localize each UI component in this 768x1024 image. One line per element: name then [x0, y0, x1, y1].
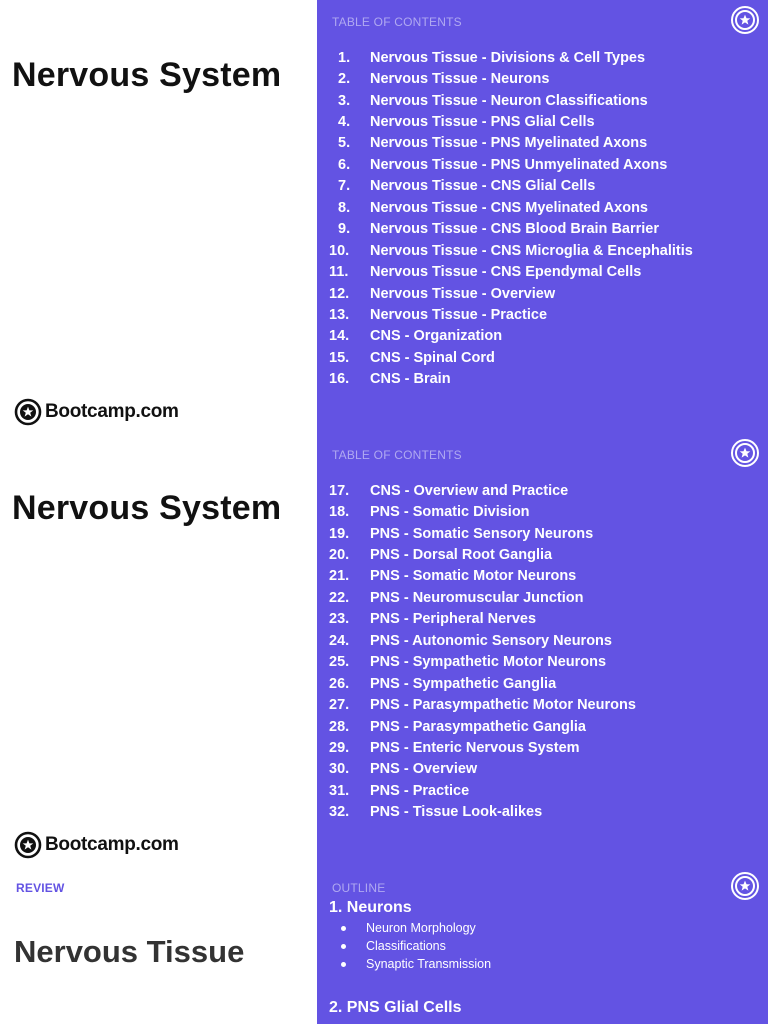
toc-header: TABLE OF CONTENTS [332, 15, 462, 29]
toc-item-label: CNS - Overview and Practice [370, 482, 569, 499]
toc-item-number: 31. [329, 782, 350, 799]
toc-item-number: 15. [329, 349, 350, 366]
toc-item[interactable] [329, 780, 759, 801]
star-badge-icon[interactable] [730, 871, 760, 901]
toc-item[interactable] [329, 154, 759, 175]
toc-item-number: 10. [329, 242, 350, 259]
toc-item[interactable] [329, 716, 759, 737]
toc-item-number: 19. [329, 525, 350, 542]
outline-subitem [341, 919, 491, 937]
toc-item-number: 2. [338, 71, 351, 88]
toc-item[interactable] [329, 759, 759, 780]
toc-list [329, 47, 759, 390]
toc-item[interactable] [329, 47, 759, 68]
outline-heading: 1. Neurons [329, 899, 412, 916]
toc-item[interactable] [329, 673, 759, 694]
bootcamp-logo [14, 398, 179, 426]
toc-item-number: 32. [329, 804, 350, 821]
bullet-icon [341, 926, 346, 931]
toc-item[interactable] [329, 326, 759, 347]
toc-item[interactable] [329, 68, 759, 89]
toc-item-number: 5. [338, 135, 351, 152]
toc-item[interactable] [329, 261, 759, 282]
toc-item-number: 11. [329, 264, 349, 281]
toc-item[interactable] [329, 566, 759, 587]
toc-item-label: PNS - Somatic Sensory Neurons [370, 525, 594, 542]
toc-item-number: 18. [329, 504, 350, 521]
toc-item[interactable] [329, 802, 759, 823]
toc-item-label: Nervous Tissue - CNS Myelinated Axons [370, 199, 648, 216]
toc-item-number: 13. [329, 306, 350, 323]
toc-item[interactable] [329, 219, 759, 240]
toc-item-number: 23. [329, 611, 350, 628]
toc-item-label: PNS - Neuromuscular Junction [370, 589, 584, 606]
toc-item-label: CNS - Organization [370, 328, 503, 345]
toc-item-number: 6. [338, 156, 351, 173]
toc-item-label: Nervous Tissue - Neurons [370, 71, 550, 88]
toc-item[interactable] [329, 197, 759, 218]
toc-item[interactable] [329, 587, 759, 608]
toc-item[interactable] [329, 133, 759, 154]
logo-text: Bootcamp.com [45, 834, 179, 855]
toc-item[interactable] [329, 480, 759, 501]
toc-item-number: 12. [329, 285, 350, 302]
toc-item-label: Nervous Tissue - Neuron Classifications [370, 92, 648, 109]
toc-item-number: 20. [329, 547, 350, 564]
bullet-icon [341, 944, 346, 949]
toc-item-number: 14. [329, 328, 350, 345]
toc-item-label: CNS - Brain [370, 371, 451, 388]
toc-item-label: PNS - Somatic Motor Neurons [370, 568, 577, 585]
toc-item-label: PNS - Dorsal Root Ganglia [370, 547, 553, 564]
toc-item[interactable] [329, 304, 759, 325]
toc-item-label: Nervous Tissue - CNS Microglia & Encephalitis [370, 242, 693, 259]
page-title: Nervous System [12, 56, 282, 94]
toc-item[interactable] [329, 369, 759, 390]
section-title: Nervous Tissue [14, 934, 245, 969]
toc-item-number: 7. [338, 178, 351, 195]
outline-subitem-label: Classifications [366, 939, 446, 953]
toc-item[interactable] [329, 652, 759, 673]
toc-item-number: 22. [329, 589, 350, 606]
toc-item[interactable] [329, 544, 759, 565]
toc-item-number: 8. [338, 199, 351, 216]
toc-item[interactable] [329, 694, 759, 715]
toc-item-label: PNS - Somatic Division [370, 504, 530, 521]
toc-item-number: 28. [329, 718, 350, 735]
toc-item-label: Nervous Tissue - Overview [370, 285, 556, 302]
toc-item-label: Nervous Tissue - PNS Glial Cells [370, 114, 595, 131]
toc-item-label: CNS - Spinal Cord [370, 349, 495, 366]
toc-item[interactable] [329, 523, 759, 544]
outline-subitem [341, 937, 491, 955]
toc-item-number: 1. [338, 49, 351, 66]
toc-item-number: 17. [329, 482, 350, 499]
toc-item-number: 21. [329, 568, 350, 585]
outline-sublist [341, 919, 491, 973]
toc-item-label: PNS - Autonomic Sensory Neurons [370, 632, 612, 649]
toc-item-label: PNS - Practice [370, 782, 470, 799]
toc-item[interactable] [329, 90, 759, 111]
toc-item[interactable] [329, 111, 759, 132]
outline-subitem [341, 955, 491, 973]
toc-list [329, 480, 759, 823]
toc-item-number: 16. [329, 371, 350, 388]
toc-item-label: Nervous Tissue - CNS Ependymal Cells [370, 264, 642, 281]
toc-item-label: PNS - Sympathetic Ganglia [370, 675, 557, 692]
toc-header: TABLE OF CONTENTS [332, 448, 462, 462]
toc-item[interactable] [329, 283, 759, 304]
toc-item-label: PNS - Overview [370, 761, 478, 778]
bullet-icon [341, 962, 346, 967]
outline-subitem-label: Neuron Morphology [366, 921, 476, 935]
toc-item-label: PNS - Parasympathetic Ganglia [370, 718, 586, 735]
toc-item-label: Nervous Tissue - Divisions & Cell Types [370, 49, 646, 66]
toc-item-number: 29. [329, 739, 350, 756]
toc-item-number: 24. [329, 632, 350, 649]
toc-item-label: PNS - Tissue Look-alikes [370, 804, 543, 821]
toc-item-label: PNS - Enteric Nervous System [370, 739, 580, 756]
toc-item-number: 9. [338, 221, 351, 238]
toc-item-label: PNS - Parasympathetic Motor Neurons [370, 697, 636, 714]
toc-item-label: PNS - Sympathetic Motor Neurons [370, 654, 607, 671]
toc-item[interactable] [329, 630, 759, 651]
toc-item[interactable] [329, 240, 759, 261]
outline-heading: 2. PNS Glial Cells [329, 999, 462, 1016]
review-tag: REVIEW [16, 881, 65, 895]
toc-item-label: PNS - Peripheral Nerves [370, 611, 537, 628]
toc-item[interactable] [329, 347, 759, 368]
star-badge-icon[interactable] [730, 438, 760, 468]
toc-item-number: 25. [329, 654, 350, 671]
toc-item-number: 26. [329, 675, 350, 692]
toc-item-number: 27. [329, 697, 350, 714]
star-badge-icon[interactable] [730, 5, 760, 35]
bootcamp-logo-icon [14, 831, 42, 859]
toc-item[interactable] [329, 737, 759, 758]
toc-item-label: Nervous Tissue - CNS Glial Cells [370, 178, 596, 195]
toc-item-number: 4. [338, 114, 351, 131]
toc-item-label: Nervous Tissue - CNS Blood Brain Barrier [370, 221, 660, 238]
toc-item-label: Nervous Tissue - PNS Unmyelinated Axons [370, 156, 668, 173]
toc-item-number: 30. [329, 761, 350, 778]
toc-item[interactable] [329, 176, 759, 197]
toc-item-label: Nervous Tissue - Practice [370, 306, 548, 323]
page-title: Nervous System [12, 489, 282, 527]
toc-item[interactable] [329, 609, 759, 630]
outline-header: OUTLINE [332, 881, 386, 895]
bootcamp-logo-icon [14, 398, 42, 426]
toc-item-label: Nervous Tissue - PNS Myelinated Axons [370, 135, 648, 152]
outline-subitem-label: Synaptic Transmission [366, 957, 492, 971]
toc-item-number: 3. [338, 92, 351, 109]
logo-text: Bootcamp.com [45, 401, 179, 422]
bootcamp-logo [14, 831, 179, 859]
toc-item[interactable] [329, 501, 759, 522]
